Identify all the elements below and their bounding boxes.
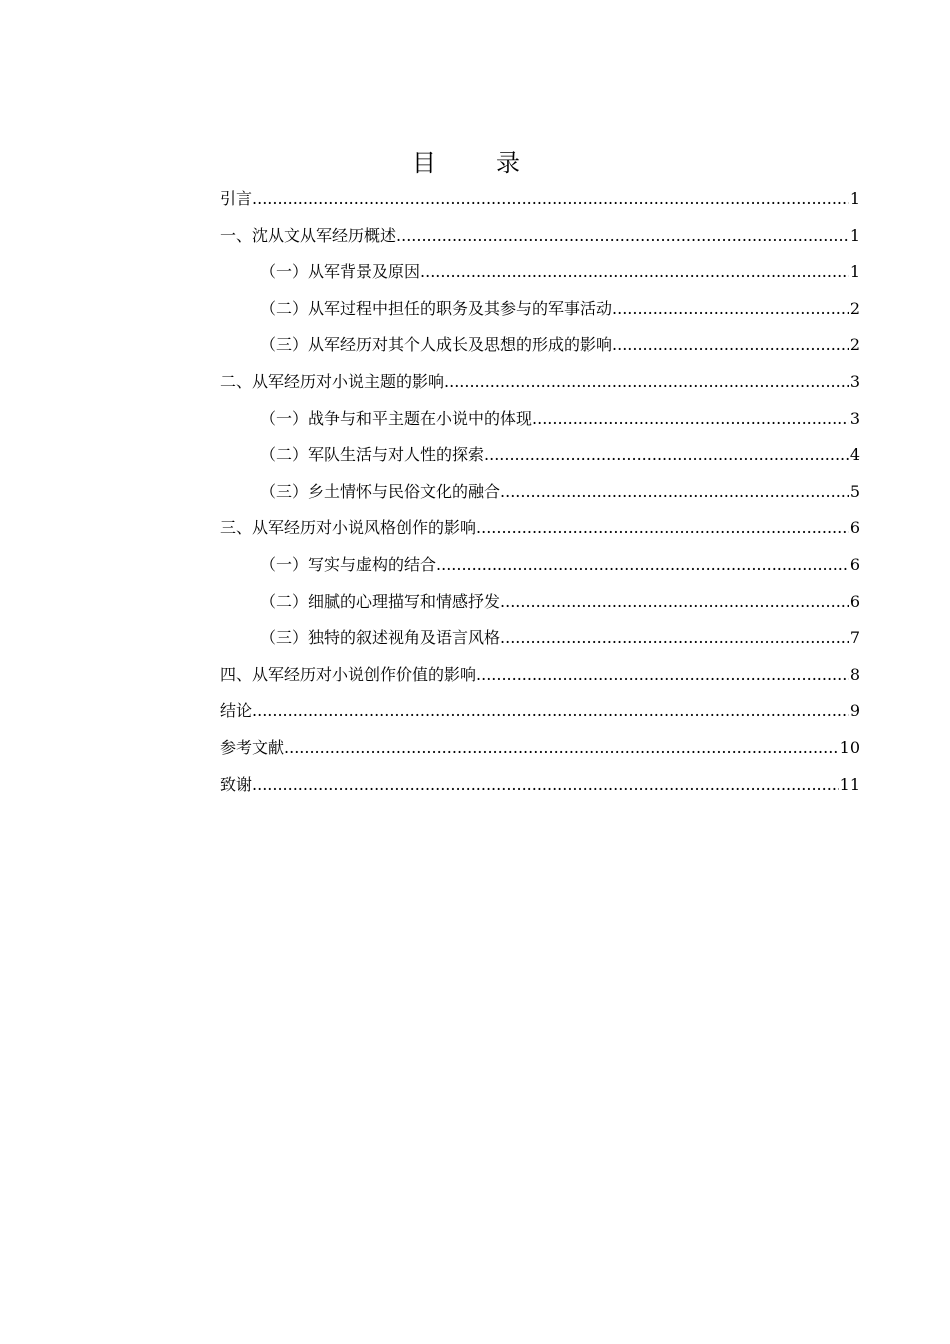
toc-dot-leader xyxy=(396,218,849,255)
toc-page-number: 1 xyxy=(849,262,860,282)
toc-entry-label: （三）从军经历对其个人成长及思想的形成的影响 xyxy=(260,335,613,355)
toc-entry-label: （一）战争与和平主题在小说中的体现 xyxy=(260,408,533,428)
toc-entry[interactable] xyxy=(220,767,860,804)
toc-dot-leader xyxy=(532,401,849,438)
toc-dot-leader xyxy=(420,254,849,291)
toc-entry[interactable] xyxy=(220,437,860,474)
toc-page-number: 3 xyxy=(849,408,860,428)
toc-page-number: 6 xyxy=(849,591,860,611)
toc-page-number: 11 xyxy=(839,774,860,794)
toc-entry[interactable] xyxy=(220,730,860,767)
toc-page-number: 2 xyxy=(849,298,860,318)
toc-entry[interactable] xyxy=(220,547,860,584)
toc-entry[interactable] xyxy=(220,620,860,657)
toc-entry[interactable] xyxy=(220,657,860,694)
toc-entry-label: （二）军队生活与对人性的探索 xyxy=(260,445,485,465)
toc-dot-leader xyxy=(500,584,849,621)
toc-page-number: 6 xyxy=(849,554,860,574)
toc-dot-leader xyxy=(484,437,849,474)
toc-page-number: 8 xyxy=(849,664,860,684)
toc-entry-label: （一）写实与虚构的结合 xyxy=(260,554,437,574)
toc-page-number: 7 xyxy=(849,628,860,648)
toc-entry[interactable] xyxy=(220,291,860,328)
toc-entry[interactable] xyxy=(220,693,860,730)
toc-dot-leader xyxy=(252,767,839,804)
toc-entry[interactable] xyxy=(220,474,860,511)
toc-entry[interactable] xyxy=(220,327,860,364)
toc-title: 目 录 xyxy=(412,149,538,177)
toc-entry[interactable] xyxy=(220,584,860,621)
toc-page-number: 3 xyxy=(849,371,860,391)
toc-entry-label: 四、从军经历对小说创作价值的影响 xyxy=(220,664,477,684)
toc-entry-label: 二、从军经历对小说主题的影响 xyxy=(220,371,445,391)
toc-entry[interactable] xyxy=(220,364,860,401)
toc-page-number: 1 xyxy=(849,225,860,245)
toc-dot-leader xyxy=(476,657,849,694)
toc-entry-label: 一、沈从文从军经历概述 xyxy=(220,225,397,245)
toc-entry[interactable] xyxy=(220,218,860,255)
toc-page-number: 10 xyxy=(839,737,860,757)
toc-dot-leader xyxy=(500,620,849,657)
toc-entry-label: （三）乡土情怀与民俗文化的融合 xyxy=(260,481,501,501)
toc-entry-label: 参考文献 xyxy=(220,737,285,757)
toc-entry[interactable] xyxy=(220,401,860,438)
toc-dot-leader xyxy=(252,181,849,218)
toc-dot-leader xyxy=(612,291,849,328)
toc-dot-leader xyxy=(252,693,849,730)
toc-dot-leader xyxy=(476,510,849,547)
toc-entry-label: 结论 xyxy=(220,701,253,721)
toc-entry-label: （二）细腻的心理描写和情感抒发 xyxy=(260,591,501,611)
toc-dot-leader xyxy=(444,364,849,401)
toc-entry-label: （二）从军过程中担任的职务及其参与的军事活动 xyxy=(260,298,613,318)
toc-dot-leader xyxy=(500,474,849,511)
toc-page-number: 2 xyxy=(849,335,860,355)
toc-page-number: 5 xyxy=(849,481,860,501)
toc-entry[interactable] xyxy=(220,510,860,547)
toc-dot-leader xyxy=(612,327,849,364)
table-of-contents xyxy=(220,181,860,803)
toc-entry-label: 致谢 xyxy=(220,774,253,794)
toc-page-number: 4 xyxy=(849,445,860,465)
toc-page-number: 1 xyxy=(849,189,860,208)
toc-entry-label: （一）从军背景及原因 xyxy=(260,262,421,282)
toc-dot-leader xyxy=(284,730,839,767)
toc-entry[interactable] xyxy=(220,254,860,291)
toc-entry[interactable] xyxy=(220,181,860,218)
toc-entry-label: 引言 xyxy=(220,189,253,208)
toc-entry-label: 三、从军经历对小说风格创作的影响 xyxy=(220,518,477,538)
toc-page-number: 9 xyxy=(849,701,860,721)
toc-entry-label: （三）独特的叙述视角及语言风格 xyxy=(260,628,501,648)
toc-dot-leader xyxy=(436,547,849,584)
toc-page-number: 6 xyxy=(849,518,860,538)
